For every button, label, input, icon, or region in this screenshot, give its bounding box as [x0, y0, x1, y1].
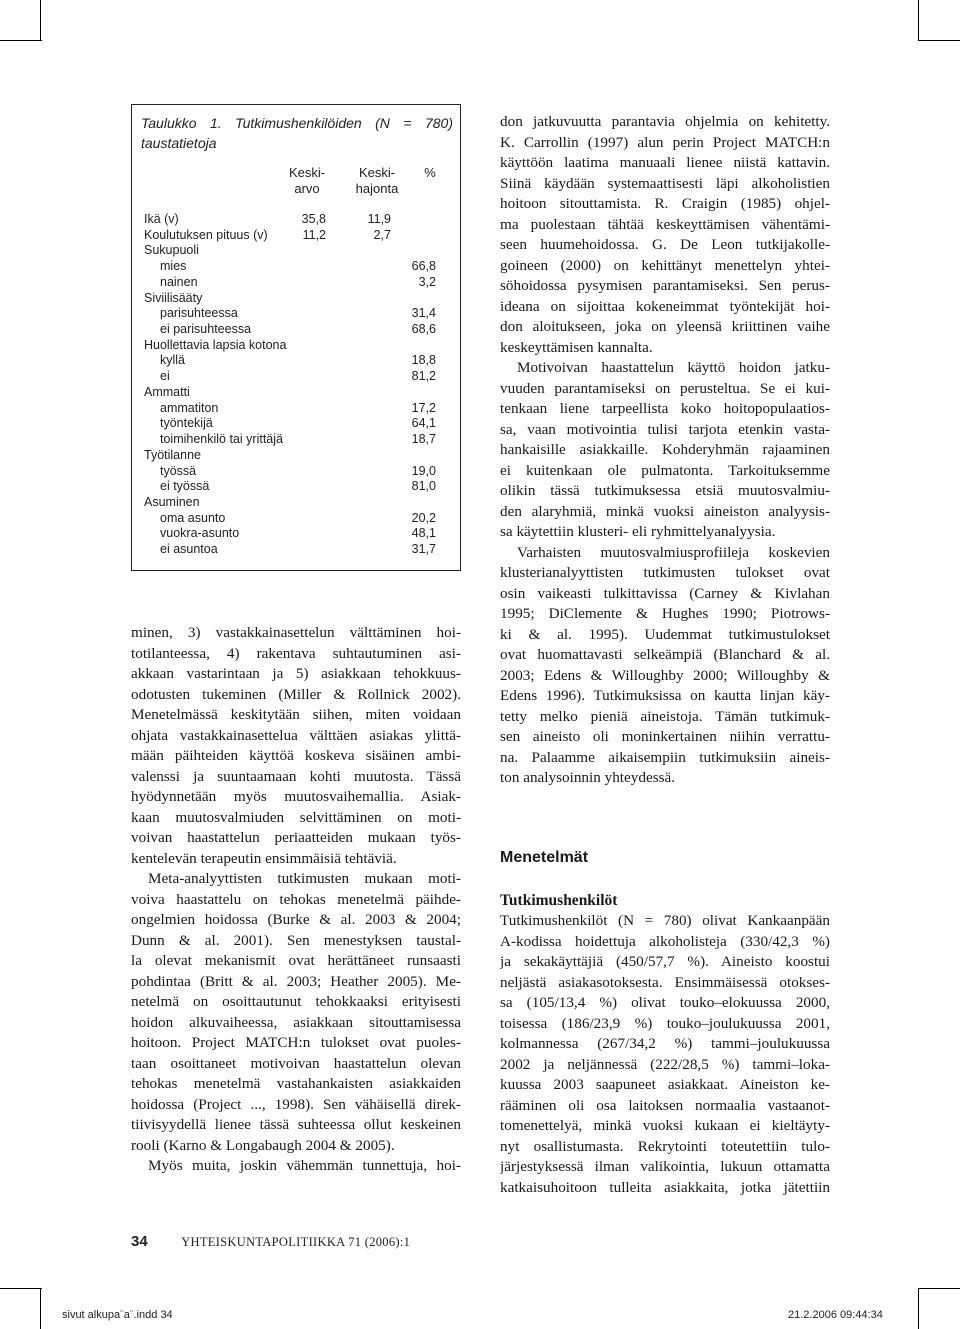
text-line: sa, vaan motivointia tulisi tarjota etenkin vasta-: [500, 420, 830, 438]
cell-percent: 17,2: [411, 400, 436, 415]
row-label: mies: [160, 259, 187, 274]
text-line: rooli (Karno & Longabaugh 2004 & 2005).: [131, 1136, 395, 1154]
row-label: ei työssä: [160, 479, 210, 494]
right-text-column-top: [500, 112, 830, 789]
row-label: Työtilanne: [144, 447, 201, 462]
row-label: Ikä (v): [144, 212, 179, 226]
row-label: ei: [160, 369, 170, 384]
cell-sd: 11,9: [367, 212, 391, 226]
text-line: Motivoivan haastattelun käyttö hoidon jatku-: [517, 359, 830, 376]
table-row: [132, 243, 462, 259]
table-caption-line2: taustatietoja: [141, 135, 217, 151]
text-line: tetty melko pieniä aineistoja. Tämän tutkimuk-: [500, 707, 830, 725]
slug-file: sivut alkupa¨a¨.indd 34: [62, 1309, 173, 1321]
text-line: minen, 3) vastakkainasettelun välttäminen hoi-: [131, 624, 461, 641]
text-line: kentelevän terapeutin ensimmäisiä tehtäviä.: [131, 849, 397, 867]
text-line: osin vaikeasti tulkittavissa (Carney & Kivlahan: [500, 584, 830, 602]
text-line: Myös muita, joskin vähemmän tunnettuja, hoi-: [148, 1157, 461, 1174]
crop-mark: [0, 1288, 42, 1289]
text-line: keskeyttämisen kannalta.: [500, 338, 653, 356]
cell-percent: 18,7: [411, 432, 436, 447]
text-line: la olevat mekanismit ovat herättäneet runsaasti: [131, 952, 461, 969]
text-line: hoitoon. Project MATCH:n tulokset ovat puoles-: [131, 1034, 461, 1051]
text-line: kolmannessa (267/34,2 %) tammi–joulukuussa: [500, 1035, 830, 1052]
row-label: Ammatti: [144, 384, 190, 399]
row-label: työssä: [160, 463, 197, 478]
cell-percent: 68,6: [411, 322, 436, 337]
col-header-sd: [347, 165, 407, 197]
table-row: [132, 338, 462, 354]
row-label: vuokra-asunto: [160, 526, 240, 541]
text-line: ja sekakäyttäjiä (450/57,7 %). Aineisto koostui: [500, 953, 830, 970]
text-line: olikin tässä tutkimuksessa etsiä muutosvalmiu-: [500, 482, 830, 499]
text-line: hyödynnetään myös muutosvaihemallia. Asiak-: [131, 788, 461, 805]
cell-mean: 11,2: [302, 227, 326, 242]
cell-mean: 35,8: [301, 212, 326, 226]
table-row: [132, 511, 462, 527]
table-row: [132, 464, 462, 480]
text-line: valenssi ja suuntaamaan kohti muutosta. Tässä: [131, 767, 461, 785]
table-row: [132, 495, 462, 511]
crop-mark: [918, 0, 919, 40]
text-line: don aloitukseen, joka on yleensä kriittinen vaihe: [500, 318, 830, 335]
cell-percent: 64,1: [411, 416, 436, 431]
row-label: Asuminen: [144, 494, 200, 509]
text-line: neljästä asiakasotoksesta. Ensimmäisessä otokses-: [500, 973, 830, 991]
right-text-column-bottom: [500, 911, 830, 1198]
text-line: rääminen oli osa laitoksen normaalia vastaanot-: [500, 1096, 830, 1114]
table-row: [132, 369, 462, 385]
text-line: käyttöön laatima manuaali lienee niistä kattavin.: [500, 154, 830, 171]
text-line: sa käytettiin klusteri- eli ryhmittelyanalyysia.: [500, 523, 776, 540]
text-line: ohjata vastakkainasettelua välttäen asiakas ylittä-: [131, 726, 461, 744]
col-header-sd-l2: hajonta: [355, 181, 399, 196]
table-row: [132, 432, 462, 448]
cell-percent: 3,2: [418, 274, 436, 289]
text-line: K. Carrollin (1997) alun perin Project MATCH:n: [500, 133, 830, 151]
text-line: ki & al. 1995). Uudemmat tutkimustulokset: [500, 625, 830, 643]
text-line: sa (105/13,4 %) olivat touko–elokuussa 2000,: [500, 994, 830, 1011]
cell-sd: 2,7: [373, 227, 391, 242]
row-label: Sukupuoli: [144, 243, 199, 258]
text-line: hoitoon sitouttamista. R. Craigin (1985) ohjel-: [500, 195, 830, 212]
row-label: Huollettavia lapsia kotona: [144, 337, 287, 352]
cell-percent: 81,2: [411, 369, 436, 384]
text-line: Edens 1996). Tutkimuksissa on kautta linjan käy-: [500, 687, 830, 704]
text-line: Menetelmässä keskitytään siihen, miten voidaan: [131, 706, 461, 723]
table-row: [132, 448, 462, 464]
col-header-mean-l1: Keski-: [288, 165, 326, 180]
text-line: voivan haastattelun periaatteiden mukaan työs-: [131, 829, 461, 846]
table-row: [132, 228, 462, 244]
text-line: tiivisyydellä lienee tässä suhteessa ollut keskeinen: [131, 1116, 461, 1133]
col-header-mean: [282, 165, 332, 197]
text-line: ma puolestaan tähtää keskeyttämisen vähentämi-: [500, 215, 830, 233]
text-line: klusterianalyyttisten tutkimusten tulokset ovat: [500, 564, 830, 581]
print-slug: [0, 1301, 960, 1329]
table-caption-line1: Taulukko 1. Tutkimushenkilöiden (N = 780): [141, 115, 453, 131]
table-row: [132, 479, 462, 495]
table-row: [132, 259, 462, 275]
cell-percent: 20,2: [411, 510, 436, 525]
subheading: Tutkimushenkilöt: [500, 892, 618, 909]
col-header-mean-l2: arvo: [294, 181, 320, 196]
table-row: [132, 212, 462, 228]
text-line: vuuden parantamiseksi on perusteltua. Se ei kui-: [500, 379, 830, 397]
text-line: voiva haastattelu on tehokas menetelmä päihde-: [131, 890, 461, 908]
text-line: goineen (2000) on kehittänyt menettelyn yhtei-: [500, 256, 830, 274]
table-row: [132, 322, 462, 338]
text-line: tenkaan liene tarpeellista koko hoitopopulaatios-: [500, 400, 830, 417]
text-line: tehokas menetelmä vastahankaisten asiakkaiden: [131, 1075, 461, 1092]
text-line: hoidon alkuvaiheessa, asiakkaan sitouttamisessa: [131, 1013, 461, 1031]
row-label: Siviilisääty: [144, 290, 203, 305]
text-line: ei kuitenkaan ole pulmatonta. Tarkoituksemme: [500, 461, 830, 479]
text-line: kaan muutosvalmiuden selvittäminen on moti-: [131, 808, 461, 826]
text-line: mään päihteiden käyttöä koskeva sisäinen ambi-: [131, 747, 461, 764]
text-line: nyt osallistumasta. Rekrytointi toteutettiin tulo-: [500, 1137, 830, 1155]
text-line: akkaan vastarintaan ja 5) asiakkaan tehokkuus-: [131, 665, 461, 682]
text-line: pohdintaa (Britt & al. 2003; Heather 2005). Me-: [131, 972, 461, 990]
cell-percent: 48,1: [411, 526, 436, 541]
text-line: 2002 ja neljännessä (222/28,5 %) tammi–loka-: [500, 1055, 830, 1073]
crop-mark: [918, 1288, 960, 1289]
text-line: ideana on sijoittaa kokeneimmat työntekijät hoi-: [500, 297, 830, 315]
row-label: parisuhteessa: [160, 306, 238, 321]
row-label: ammatiton: [160, 400, 219, 415]
text-line: Tutkimushenkilöt (N = 780) olivat Kankaanpään: [500, 912, 830, 929]
text-line: na. Palaamme aikaisempiin tutkimuksiin aineis-: [500, 748, 830, 766]
table-row: [132, 542, 462, 558]
text-line: seen huumehoidossa. G. De Leon tutkijakolle-: [500, 236, 830, 253]
cell-percent: 81,0: [411, 479, 436, 494]
crop-mark: [40, 0, 41, 40]
table-row: [132, 353, 462, 369]
text-line: söhoidossa pysymisen parantamiseksi. Sen perus-: [500, 277, 830, 294]
row-label: toimihenkilö tai yrittäjä: [160, 432, 283, 447]
table-row: [132, 416, 462, 432]
text-line: toisessa (186/23,9 %) touko–joulukuussa 2001,: [500, 1014, 830, 1032]
page-number: 34: [131, 1233, 148, 1250]
text-line: 2003; Edens & Willoughby 2000; Willoughby &: [500, 666, 830, 684]
row-label: kyllä: [160, 353, 186, 368]
text-line: Siinä käydään systemaattisesti läpi alkoholistien: [500, 174, 830, 192]
cell-percent: 19,0: [411, 463, 436, 478]
table-row: [132, 275, 462, 291]
text-line: netelmä on osoittautunut tehokkaaksi erityisesti: [131, 993, 461, 1010]
left-text-column: [131, 623, 461, 1177]
text-line: järjestyksessä ilman valikointia, lukuun ottamatta: [500, 1158, 830, 1175]
text-line: Dunn & al. 2001). Sen menestyksen taustal-: [131, 931, 461, 949]
table-row: [132, 306, 462, 322]
text-line: kuussa 2003 saapuneet asiakkaat. Aineiston ke-: [500, 1076, 830, 1093]
text-line: totilanteessa, 4) rakentava suhtautuminen asi-: [131, 644, 461, 662]
text-line: sen aineisto oli moninkertainen niihin verrattu-: [500, 728, 830, 745]
table-row: [132, 401, 462, 417]
text-line: tomenettelyä, minkä vuoksi kukaan ei kieltäyty-: [500, 1117, 830, 1134]
page-footer: [131, 1233, 410, 1251]
text-line: 1995; DiClemente & Hughes 1990; Piotrows-: [500, 605, 830, 622]
table-row: [132, 291, 462, 307]
text-line: taan osoittaneet motivoivan haastattelun olevan: [131, 1054, 461, 1072]
table-row: [132, 385, 462, 401]
text-line: Meta-analyyttisten tutkimusten mukaan moti-: [148, 870, 461, 887]
cell-percent: 31,7: [411, 542, 436, 557]
row-label: ei asuntoa: [160, 542, 218, 557]
table-1: [131, 104, 461, 571]
text-line: A-kodissa hoidettuja alkoholisteja (330/42,3 %): [500, 932, 830, 950]
text-line: den alaryhmiä, minkä vuoksi aineiston analyysis-: [500, 502, 830, 520]
row-label: työntekijä: [160, 416, 213, 431]
section-heading: Menetelmät: [500, 849, 589, 866]
col-header-sd-l1: Keski-: [358, 165, 396, 180]
text-line: odotusten tukeminen (Miller & Rollnick 2002).: [131, 685, 461, 703]
slug-timestamp: 21.2.2006 09:44:34: [788, 1309, 883, 1321]
text-line: don jatkuvuutta parantavia ohjelmia on kehitetty.: [500, 113, 830, 130]
cell-percent: 18,8: [411, 353, 436, 368]
text-line: katkaisuhoitoon tulleita asiakkaita, jotka jätettiin: [500, 1178, 830, 1196]
crop-mark: [0, 40, 42, 41]
cell-percent: 66,8: [411, 259, 436, 274]
row-label: nainen: [160, 274, 198, 289]
text-line: ton analysoinnin yhteydessä.: [500, 769, 676, 786]
col-header-percent: %: [424, 165, 436, 180]
row-label: oma asunto: [160, 510, 226, 525]
cell-percent: 31,4: [411, 306, 436, 321]
row-label: ei parisuhteessa: [160, 322, 252, 337]
row-label: Koulutuksen pituus (v): [144, 227, 268, 242]
text-line: hankaisille asiakkaille. Kohderyhmän rajaaminen: [500, 441, 830, 458]
journal-name: YHTEISKUNTAPOLITIIKKA 71 (2006):1: [181, 1235, 411, 1249]
text-line: hoidossa (Project ..., 1998). Sen vähäisellä direk-: [131, 1095, 461, 1113]
text-line: ongelmien hoidossa (Burke & al. 2003 & 2004;: [131, 911, 461, 928]
text-line: Varhaisten muutosvalmiusprofiileja koskevien: [517, 543, 830, 561]
table-row: [132, 526, 462, 542]
crop-mark: [918, 40, 960, 41]
text-line: ovat huomattavasti selkeämpiä (Blanchard & al.: [500, 646, 830, 663]
